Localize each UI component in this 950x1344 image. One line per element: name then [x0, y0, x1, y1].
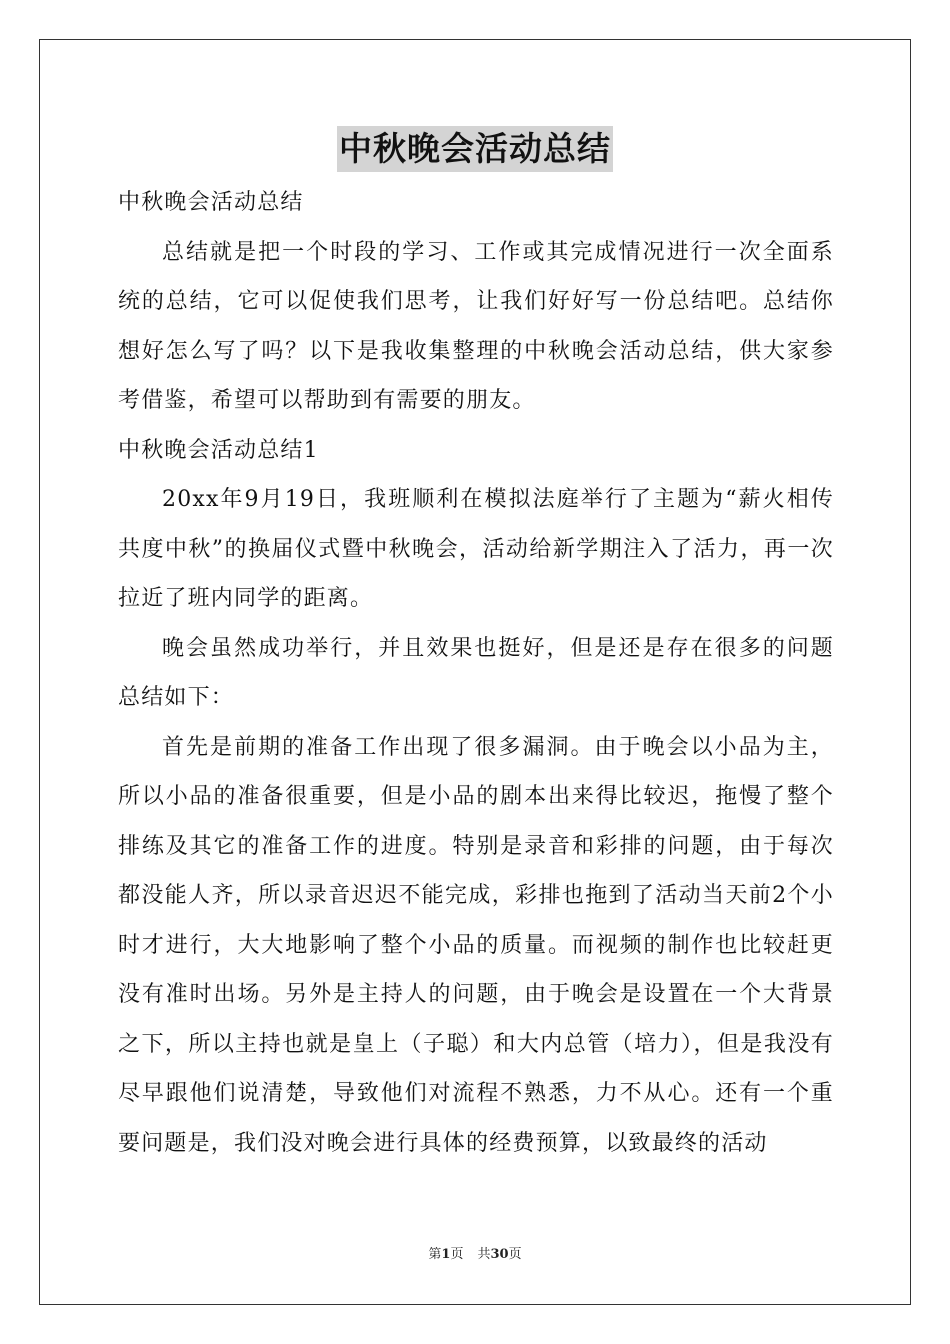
body-paragraph-1: 20xx年9月19日，我班顺利在模拟法庭举行了主题为“薪火相传共度中秋”的换届仪式暨中秋晚会，活动给新学期注入了活力，再一次拉近了班内同学的距离。: [118, 487, 834, 611]
total-prefix: 共: [477, 1247, 491, 1262]
document-title: 中秋晚会活动总结: [337, 126, 613, 172]
intro-paragraph: 总结就是把一个时段的学习、工作或其完成情况进行一次全面系统的总结，它可以促使我们思考，让我们好好写一份总结吧。总结你想好怎么写了吗？以下是我收集整理的中秋晚会活动总结，供大家参考借鉴，希望可以帮助到有需要的朋友。: [118, 239, 834, 413]
body-paragraph-3: 首先是前期的准备工作出现了很多漏洞。由于晚会以小品为主，所以小品的准备很重要，但是小品的剧本出来得比较迟，拖慢了整个排练及其它的准备工作的进度。特别是录音和彩排的问题，由于每次都没能人齐，所以录音迟迟不能完成，彩排也拖到了活动当天前2个小时才进行，大大地影响了整个小品的质量。而视频的制作也比较赶更没有准时出场。另外是主持人的问题，由于晚会是设置在一个大背景之下，所以主持也就是皇上（子聪）和大内总管（培力），但是我没有尽早跟他们说清楚，导致他们对流程不熟悉，力不从心。还有一个重要问题是，我们没对晚会进行具体的经费预算，以致最终的活动: [118, 734, 834, 1156]
total-unit: 页: [508, 1247, 522, 1262]
document-body: [118, 178, 834, 1168]
total-page-count: 30: [490, 1247, 509, 1262]
body-paragraph-2: 晚会虽然成功举行，并且效果也挺好，但是还是存在很多的问题总结如下：: [118, 635, 834, 710]
page-prefix: 第: [428, 1247, 442, 1262]
document-subtitle: 中秋晚会活动总结: [118, 190, 304, 215]
current-page-number: 1: [441, 1247, 451, 1262]
page-footer: [0, 1246, 950, 1264]
page-unit: 页: [450, 1247, 464, 1262]
title-block: [0, 126, 950, 172]
section-heading: 中秋晚会活动总结1: [118, 437, 319, 463]
